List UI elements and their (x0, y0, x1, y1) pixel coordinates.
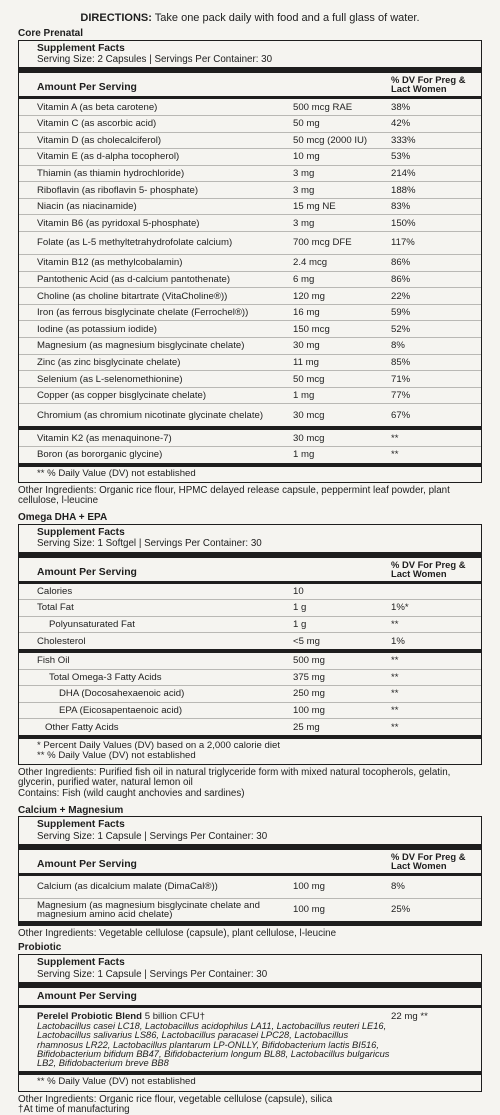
nutrient-dv: 77% (391, 390, 481, 401)
nutrient-dv: 86% (391, 257, 481, 268)
omega-footnote-2: ** % Daily Value (DV) not established (37, 751, 481, 761)
core-serving: Serving Size: 2 Capsules | Servings Per Container: 30 (37, 54, 481, 65)
probiotic-strains: Lactobacillus casei LC18, Lactobacillus acidophilus LA11, Lactobacillus reuteri LE16, Lactobacillus salivarius LS86, Lactobacillus paracasei LPC28, Lactobacillus rhamnosus LR22, Lactobacillus plantarum LP-ONLLY, Bifidobacterium lactis BI516, Bifidobacterium bifidum BB47, Bifidobacterium longum BL88, Lactobacillus bulgaricus LB2, Bifidobacterium breve BB8 (37, 1022, 391, 1068)
probiotic-facts-header (19, 955, 481, 988)
nutrient-dv: ** (391, 655, 481, 666)
core-col-dv: % DV For Preg & Lact Women (391, 76, 481, 94)
nutrient-name: Thiamin (as thiamin hydrochloride) (37, 168, 293, 179)
table-row (19, 899, 481, 925)
table-row (19, 99, 481, 116)
nutrient-amount: 250 mg (293, 688, 391, 699)
nutrient-dv: ** (391, 705, 481, 716)
table-row (19, 321, 481, 338)
nutrient-amount: 30 mg (293, 340, 391, 351)
table-row (19, 653, 481, 670)
nutrient-name: DHA (Docosahexaenoic acid) (37, 688, 293, 699)
table-row (19, 617, 481, 634)
nutrient-name: Vitamin K2 (as menaquinone-7) (37, 433, 293, 444)
probiotic-column-header (19, 988, 481, 1008)
nutrient-name: Choline (as choline bitartrate (VitaCholine®)) (37, 291, 293, 302)
table-row (19, 133, 481, 150)
section-title-omega: Omega DHA + EPA (0, 512, 500, 524)
nutrient-amount: 10 mg (293, 151, 391, 162)
calcium-col-amount: Amount Per Serving (37, 859, 391, 871)
nutrient-name: Magnesium (as magnesium bisglycinate chelate and magnesium amino acid chelate) (37, 901, 293, 920)
probiotic-other-ingredients (0, 1092, 500, 1115)
nutrient-name: Zinc (as zinc bisglycinate chelate) (37, 357, 293, 368)
directions-text: Take one pack daily with food and a full glass of water. (152, 12, 420, 24)
nutrient-dv: 1% (391, 636, 481, 647)
nutrient-dv: ** (391, 688, 481, 699)
table-row (19, 215, 481, 232)
nutrient-name: Polyunsaturated Fat (37, 619, 293, 630)
nutrient-amount: 375 mg (293, 672, 391, 683)
nutrient-name: Total Omega-3 Fatty Acids (37, 672, 293, 683)
nutrient-amount: 3 mg (293, 185, 391, 196)
nutrient-name: Pantothenic Acid (as d-calcium pantothenate) (37, 274, 293, 285)
omega-rows2 (19, 653, 481, 739)
nutrient-dv: 150% (391, 218, 481, 229)
omega-facts-box (18, 524, 482, 765)
section-title-core: Core Prenatal (0, 28, 500, 40)
nutrient-amount: 500 mg (293, 655, 391, 666)
nutrient-amount: 150 mcg (293, 324, 391, 335)
table-row (19, 199, 481, 216)
table-row (19, 388, 481, 405)
nutrient-amount: 120 mg (293, 291, 391, 302)
nutrient-amount: 700 mcg DFE (293, 238, 391, 248)
table-row (19, 600, 481, 617)
nutrient-name: Calories (37, 586, 293, 597)
nutrient-name: Vitamin A (as beta carotene) (37, 102, 293, 113)
nutrient-dv: 1%* (391, 602, 481, 613)
core-facts-title: Supplement Facts (37, 43, 481, 55)
nutrient-dv: 53% (391, 151, 481, 162)
nutrient-amount: <5 mg (293, 636, 391, 647)
calcium-facts-title: Supplement Facts (37, 819, 481, 831)
nutrient-amount: 30 mcg (293, 433, 391, 444)
nutrient-amount: 500 mcg RAE (293, 102, 391, 113)
omega-column-header (19, 558, 481, 584)
table-row (19, 166, 481, 183)
table-row (19, 719, 481, 739)
nutrient-amount: 11 mg (293, 357, 391, 368)
nutrient-amount: 3 mg (293, 168, 391, 179)
nutrient-name: Vitamin B6 (as pyridoxal 5-phosphate) (37, 218, 293, 229)
nutrient-name: Chromium (as chromium nicotinate glycinate chelate) (37, 411, 293, 421)
nutrient-name: Iron (as ferrous bisglycinate chelate (Ferrochel®)) (37, 307, 293, 318)
nutrient-name: Folate (as L-5 methyltetrahydrofolate calcium) (37, 238, 293, 248)
nutrient-amount: 50 mg (293, 118, 391, 129)
nutrient-dv: 85% (391, 357, 481, 368)
nutrient-dv: ** (391, 433, 481, 444)
nutrient-amount: 16 mg (293, 307, 391, 318)
omega-facts-header (19, 525, 481, 558)
calcium-other-ingredients: Other Ingredients: Vegetable cellulose (capsule), plant cellulose, l-leucine (0, 926, 500, 939)
nutrient-name: Total Fat (37, 602, 293, 613)
nutrient-name: Vitamin E (as d-alpha tocopherol) (37, 151, 293, 162)
core-rows2 (19, 430, 481, 466)
calcium-rows (19, 876, 481, 925)
nutrient-amount: 100 mg (293, 905, 391, 915)
omega-footnote-1: * Percent Daily Values (DV) based on a 2,000 calorie diet (37, 741, 481, 751)
core-facts-box (18, 40, 482, 483)
probiotic-blend-cfu: 5 billion CFU† (142, 1011, 205, 1022)
table-row (19, 355, 481, 372)
probiotic-footnote: ** % Daily Value (DV) not established (19, 1075, 481, 1090)
nutrient-name: Cholesterol (37, 636, 293, 647)
nutrient-dv: 38% (391, 102, 481, 113)
nutrient-dv: 83% (391, 201, 481, 212)
omega-contains: Contains: Fish (wild caught anchovies and sardines) (18, 789, 482, 799)
nutrient-amount: 1 mg (293, 390, 391, 401)
calcium-col-dv: % DV For Preg & Lact Women (391, 853, 481, 871)
table-row (19, 703, 481, 720)
core-column-header (19, 73, 481, 99)
nutrient-dv: ** (391, 619, 481, 630)
nutrient-amount: 50 mcg (293, 374, 391, 385)
nutrient-dv: 52% (391, 324, 481, 335)
table-row (19, 182, 481, 199)
table-row (19, 288, 481, 305)
nutrient-dv: 67% (391, 411, 481, 421)
core-other-ingredients: Other Ingredients: Organic rice flour, HPMC delayed release capsule, peppermint leaf powder, plant cellulose, l-leucine (0, 483, 500, 507)
calcium-facts-box (18, 816, 482, 926)
omega-footnotes (19, 739, 481, 764)
calcium-facts-header (19, 817, 481, 850)
nutrient-name: Vitamin D (as cholecalciferol) (37, 135, 293, 146)
nutrient-amount: 30 mcg (293, 411, 391, 421)
probiotic-blend-amount: 22 mg ** (391, 1011, 481, 1069)
nutrient-name: EPA (Eicosapentaenoic acid) (37, 705, 293, 716)
calcium-column-header (19, 850, 481, 876)
nutrient-amount: 50 mcg (2000 IU) (293, 135, 391, 146)
section-title-probiotic: Probiotic (0, 942, 500, 954)
table-row (19, 404, 481, 430)
nutrient-dv: 188% (391, 185, 481, 196)
directions (0, 0, 500, 28)
table-row (19, 305, 481, 322)
nutrient-name: Vitamin B12 (as methylcobalamin) (37, 257, 293, 268)
nutrient-name: Vitamin C (as ascorbic acid) (37, 118, 293, 129)
table-row (19, 255, 481, 272)
nutrient-amount: 1 g (293, 619, 391, 630)
table-row (19, 584, 481, 601)
nutrient-name: Iodine (as potassium iodide) (37, 324, 293, 335)
table-row (19, 876, 481, 899)
nutrient-name: Calcium (as dicalcium malate (DimaCal®)) (37, 882, 293, 892)
nutrient-dv: ** (391, 449, 481, 460)
nutrient-name: Selenium (as L-selenomethionine) (37, 374, 293, 385)
nutrient-dv: ** (391, 722, 481, 733)
table-row (19, 430, 481, 447)
probiotic-blend-row (19, 1008, 481, 1076)
nutrient-dv: 117% (391, 238, 481, 248)
probiotic-facts-box (18, 954, 482, 1092)
nutrient-amount: 100 mg (293, 705, 391, 716)
probiotic-blend (37, 1011, 391, 1069)
nutrient-dv: ** (391, 672, 481, 683)
probiotic-blend-name: Perelel Probiotic Blend (37, 1011, 142, 1022)
probiotic-serving: Serving Size: 1 Capsule | Servings Per Container: 30 (37, 969, 481, 980)
nutrient-amount: 100 mg (293, 882, 391, 892)
core-facts-header (19, 41, 481, 74)
table-row (19, 447, 481, 467)
nutrient-dv: 71% (391, 374, 481, 385)
omega-col-dv: % DV For Preg & Lact Women (391, 561, 481, 579)
nutrient-amount: 3 mg (293, 218, 391, 229)
nutrient-dv: 8% (391, 882, 481, 892)
nutrient-amount: 15 mg NE (293, 201, 391, 212)
section-title-calcium: Calcium + Magnesium (0, 805, 500, 817)
nutrient-name: Boron (as bororganic glycine) (37, 449, 293, 460)
table-row (19, 232, 481, 255)
core-rows (19, 99, 481, 430)
directions-label: DIRECTIONS: (80, 12, 152, 24)
table-row (19, 338, 481, 355)
core-col-amount: Amount Per Serving (37, 82, 391, 94)
table-row (19, 116, 481, 133)
omega-rows (19, 584, 481, 653)
nutrient-name: Fish Oil (37, 655, 293, 666)
nutrient-amount: 6 mg (293, 274, 391, 285)
table-row (19, 686, 481, 703)
probiotic-dagger-note: †At time of manufacturing (18, 1105, 482, 1115)
omega-other-text: Other Ingredients: Purified fish oil in natural triglyceride form with mixed natural tocopherols, gelatin, glycerin, purified water, natural lemon oil (18, 768, 482, 789)
table-row (19, 633, 481, 653)
probiotic-col-amount: Amount Per Serving (37, 991, 481, 1003)
nutrient-name: Copper (as copper bisglycinate chelate) (37, 390, 293, 401)
omega-serving: Serving Size: 1 Softgel | Servings Per Container: 30 (37, 538, 481, 549)
nutrient-amount: 2.4 mcg (293, 257, 391, 268)
nutrient-dv: 22% (391, 291, 481, 302)
probiotic-other-text: Other Ingredients: Organic rice flour, vegetable cellulose (capsule), silica (18, 1095, 482, 1105)
table-row (19, 670, 481, 687)
nutrient-dv: 86% (391, 274, 481, 285)
probiotic-facts-title: Supplement Facts (37, 957, 481, 969)
table-row (19, 149, 481, 166)
nutrient-amount: 1 g (293, 602, 391, 613)
nutrient-dv: 25% (391, 905, 481, 915)
table-row (19, 272, 481, 289)
nutrient-amount: 10 (293, 586, 391, 597)
nutrient-name: Niacin (as niacinamide) (37, 201, 293, 212)
nutrient-dv: 59% (391, 307, 481, 318)
nutrient-amount: 1 mg (293, 449, 391, 460)
nutrient-dv: 333% (391, 135, 481, 146)
omega-other-ingredients (0, 765, 500, 799)
nutrient-name: Other Fatty Acids (37, 722, 293, 733)
calcium-serving: Serving Size: 1 Capsule | Servings Per Container: 30 (37, 831, 481, 842)
nutrient-name: Magnesium (as magnesium bisglycinate chelate) (37, 340, 293, 351)
core-footnote: ** % Daily Value (DV) not established (19, 467, 481, 482)
nutrient-amount: 25 mg (293, 722, 391, 733)
nutrient-dv: 214% (391, 168, 481, 179)
omega-col-amount: Amount Per Serving (37, 567, 391, 579)
omega-facts-title: Supplement Facts (37, 527, 481, 539)
table-row (19, 371, 481, 388)
nutrient-name: Riboflavin (as riboflavin 5- phosphate) (37, 185, 293, 196)
nutrient-dv: 8% (391, 340, 481, 351)
nutrient-dv: 42% (391, 118, 481, 129)
